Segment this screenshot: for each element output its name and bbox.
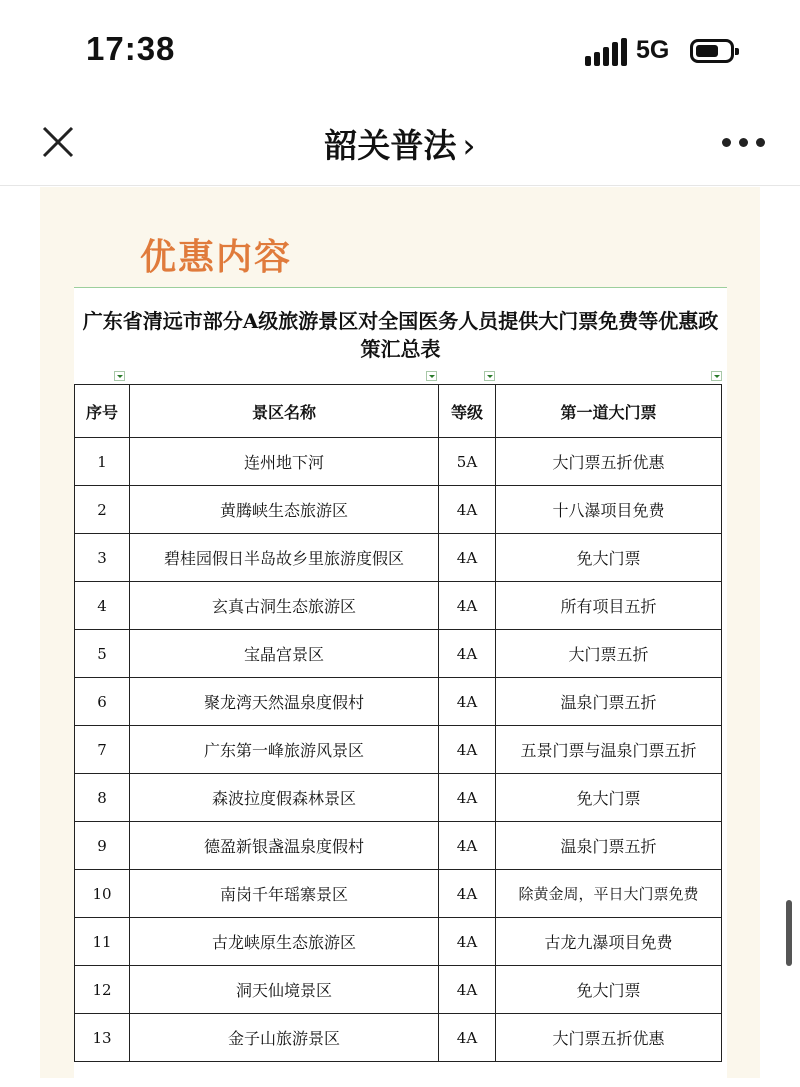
rating-level: 4A: [439, 1014, 496, 1062]
spreadsheet-image: [74, 287, 727, 1087]
column-header: 景区名称: [130, 385, 439, 438]
rating-level: 4A: [439, 678, 496, 726]
ticket-offer: 所有项目五折: [496, 582, 722, 630]
rating-level: 4A: [439, 966, 496, 1014]
rating-level: 4A: [439, 918, 496, 966]
ticket-offer: 温泉门票五折: [496, 822, 722, 870]
scenic-spot-name: 森波拉度假森林景区: [130, 774, 439, 822]
row-number: 10: [75, 870, 130, 918]
row-number: 4: [75, 582, 130, 630]
signal-icon: [585, 38, 629, 66]
row-number: 11: [75, 918, 130, 966]
rating-level: 4A: [439, 582, 496, 630]
row-number: 6: [75, 678, 130, 726]
table-row: [75, 438, 722, 486]
row-number: 2: [75, 486, 130, 534]
scenic-spot-name: 南岗千年瑶寨景区: [130, 870, 439, 918]
row-number: 1: [75, 438, 130, 486]
row-number: 3: [75, 534, 130, 582]
row-number: 8: [75, 774, 130, 822]
scenic-spot-name: 德盈新银盏温泉度假村: [130, 822, 439, 870]
table-header-row: [75, 385, 722, 438]
rating-level: 4A: [439, 630, 496, 678]
rating-level: 4A: [439, 822, 496, 870]
filter-dropdown-icon: [114, 371, 125, 381]
table-title: 广东省清远市部分A级旅游景区对全国医务人员提供大门票免费等优惠政策汇总表: [82, 309, 719, 361]
table-row: [75, 918, 722, 966]
ticket-offer: 古龙九瀑项目免费: [496, 918, 722, 966]
rating-level: 4A: [439, 486, 496, 534]
ticket-offer: 除黄金周，平日大门票免费: [496, 870, 722, 918]
scenic-spot-name: 聚龙湾天然温泉度假村: [130, 678, 439, 726]
chevron-right-icon: ›: [462, 126, 476, 165]
column-header: 序号: [75, 385, 130, 438]
filter-dropdown-icon: [426, 371, 437, 381]
scenic-spot-name: 宝晶宫景区: [130, 630, 439, 678]
ticket-offer: 十八瀑项目免费: [496, 486, 722, 534]
rating-level: 5A: [439, 438, 496, 486]
table-row: [75, 966, 722, 1014]
more-dots-icon: [722, 138, 731, 147]
ticket-offer: 大门票五折优惠: [496, 438, 722, 486]
table-row: [75, 822, 722, 870]
table-row: [75, 870, 722, 918]
rating-level: 4A: [439, 534, 496, 582]
column-header: 等级: [439, 385, 496, 438]
network-label: 5G: [636, 36, 670, 64]
filter-dropdown-icon: [711, 371, 722, 381]
article-content: [40, 187, 760, 1078]
rating-level: 4A: [439, 726, 496, 774]
table-row: [75, 630, 722, 678]
discount-table: [74, 384, 722, 1062]
scenic-spot-name: 玄真古洞生态旅游区: [130, 582, 439, 630]
more-button[interactable]: [722, 136, 766, 148]
ticket-offer: 大门票五折优惠: [496, 1014, 722, 1062]
table-row: [75, 486, 722, 534]
filter-dropdown-icon: [484, 371, 495, 381]
scenic-spot-name: 碧桂园假日半岛故乡里旅游度假区: [130, 534, 439, 582]
row-number: 7: [75, 726, 130, 774]
row-number: 13: [75, 1014, 130, 1062]
table-row: [75, 1014, 722, 1062]
ticket-offer: 免大门票: [496, 966, 722, 1014]
scenic-spot-name: 黄腾峡生态旅游区: [130, 486, 439, 534]
table-row: [75, 774, 722, 822]
nav-bar: [0, 100, 800, 186]
scroll-indicator[interactable]: [786, 900, 792, 966]
ticket-offer: 大门票五折: [496, 630, 722, 678]
ticket-offer: 免大门票: [496, 534, 722, 582]
column-header: 第一道大门票: [496, 385, 722, 438]
section-title: 优惠内容: [140, 237, 293, 278]
scenic-spot-name: 金子山旅游景区: [130, 1014, 439, 1062]
rating-level: 4A: [439, 774, 496, 822]
table-row: [75, 726, 722, 774]
account-title-link[interactable]: [0, 120, 800, 167]
row-number: 9: [75, 822, 130, 870]
scenic-spot-name: 连州地下河: [130, 438, 439, 486]
status-bar: [0, 0, 800, 100]
rating-level: 4A: [439, 870, 496, 918]
row-number: 5: [75, 630, 130, 678]
nav-title-text: 韶关普法: [324, 126, 457, 165]
table-row: [75, 582, 722, 630]
scenic-spot-name: 洞天仙境景区: [130, 966, 439, 1014]
row-number: 12: [75, 966, 130, 1014]
scenic-spot-name: 古龙峡原生态旅游区: [130, 918, 439, 966]
table-row: [75, 534, 722, 582]
table-row: [75, 678, 722, 726]
ticket-offer: 温泉门票五折: [496, 678, 722, 726]
scenic-spot-name: 广东第一峰旅游风景区: [130, 726, 439, 774]
status-time: 17:38: [86, 30, 176, 67]
ticket-offer: 免大门票: [496, 774, 722, 822]
battery-icon: [690, 39, 734, 63]
ticket-offer: 五景门票与温泉门票五折: [496, 726, 722, 774]
